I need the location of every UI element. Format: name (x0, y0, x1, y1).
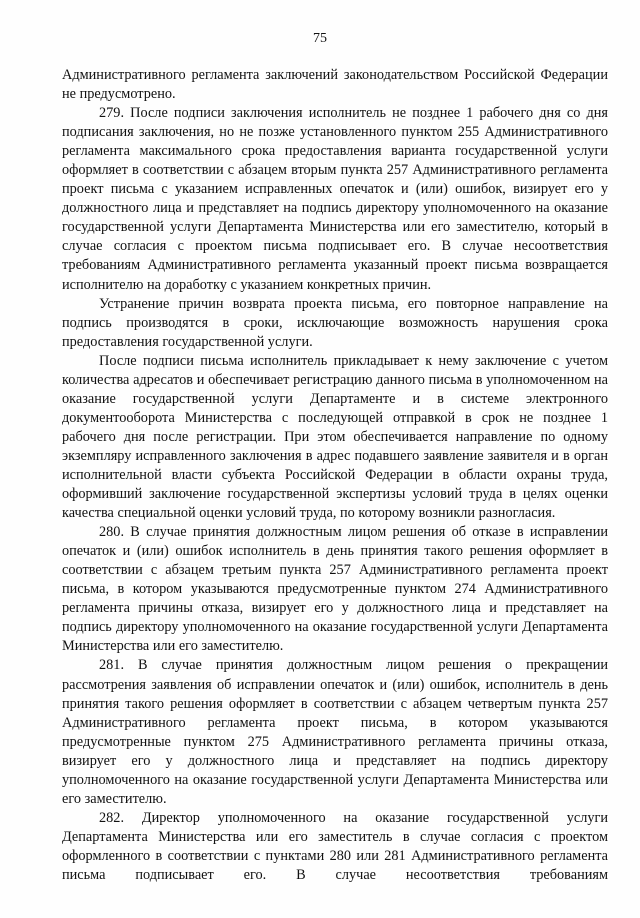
paragraph-280: 280. В случае принятия должностным лицом решения об отказе в исправлении опечаток и (или) ошибок исполнитель в день принятия такого решения оформляет в соответствии с абзацем третьим пункта 257 Административного регламента проект письма, в котором указываются предусмотренные пунктом 274 Административного регламента причины отказа, визирует его у должностного лица и представляет на подпись директору уполномоченного на оказание государственной услуги Департамента Министерства или его заместителю. (62, 524, 608, 655)
paragraph-279-resubmission: Устранение причин возврата проекта письма, его повторное направление на подпись производятся в сроки, исключающие возможность нарушения срока предоставления государственной услуги. (62, 295, 608, 350)
page-number: 75 (313, 31, 327, 46)
paragraph-281: 281. В случае принятия должностным лицом решения о прекращении рассмотрения заявления об исправлении опечаток и (или) ошибок, исполнитель в день принятия такого решения оформляет в соответствии с абзацем четвертым пункта 257 Административного регламента проект письма, в котором указываются предусмотренные пунктом 275 Административного регламента причины отказа, визирует его у должностного лица и представляет на подпись директору уполномоченного на оказание государственной услуги Департамента Министерства или его заместителю. (62, 657, 608, 807)
paragraph-279: 279. После подписи заключения исполнитель не позднее 1 рабочего дня со дня подписания заключения, но не позже установленного пунктом 255 Административного регламента максимального срока предоставления варианта государственной услуги оформляет в соответствии с абзацем вторым пункта 257 Административного регламента проект письма с указанием исправленных опечаток и (или) ошибок, визирует его у должностного лица и представляет на подпись директору уполномоченного на оказание государственной услуги Департамента Министерства или его заместителю, который в случае согласия с проектом письма подписывает его. В случае несоответствия требованиям Административного регламента указанный проект письма возвращается исполнителю на доработку с указанием конкретных причин. (62, 105, 608, 293)
paragraph-279-dispatch: После подписи письма исполнитель прикладывает к нему заключение с учетом количества адресатов и обеспечивает регистрацию данного письма в уполномоченном на оказание государственной услуги Департаменте и в системе электронного документооборота Министерства с последующей отправкой в срок не позднее 1 рабочего дня после регистрации. При этом обеспечивается направление по одному экземпляру исправленного заключения в адрес подавшего заявление заявителя и в орган исполнительной власти субъекта Российской Федерации в области охраны труда, оформивший заключение государственной экспертизы условий труда в целях оценки качества специальной оценки условий труда, по которому возникли разногласия. (62, 352, 608, 522)
document-body (62, 66, 608, 885)
paragraph-continuation: Административного регламента заключений законодательством Российской Федерации не предусмотрено. (62, 67, 608, 103)
paragraph-282: 282. Директор уполномоченного на оказание государственной услуги Департамента Министерства или его заместитель в случае согласия с проектом оформленного в соответствии с пунктами 280 или 281 Административного регламента письма подписывает его. В случае несоответствия требованиям (62, 809, 608, 883)
